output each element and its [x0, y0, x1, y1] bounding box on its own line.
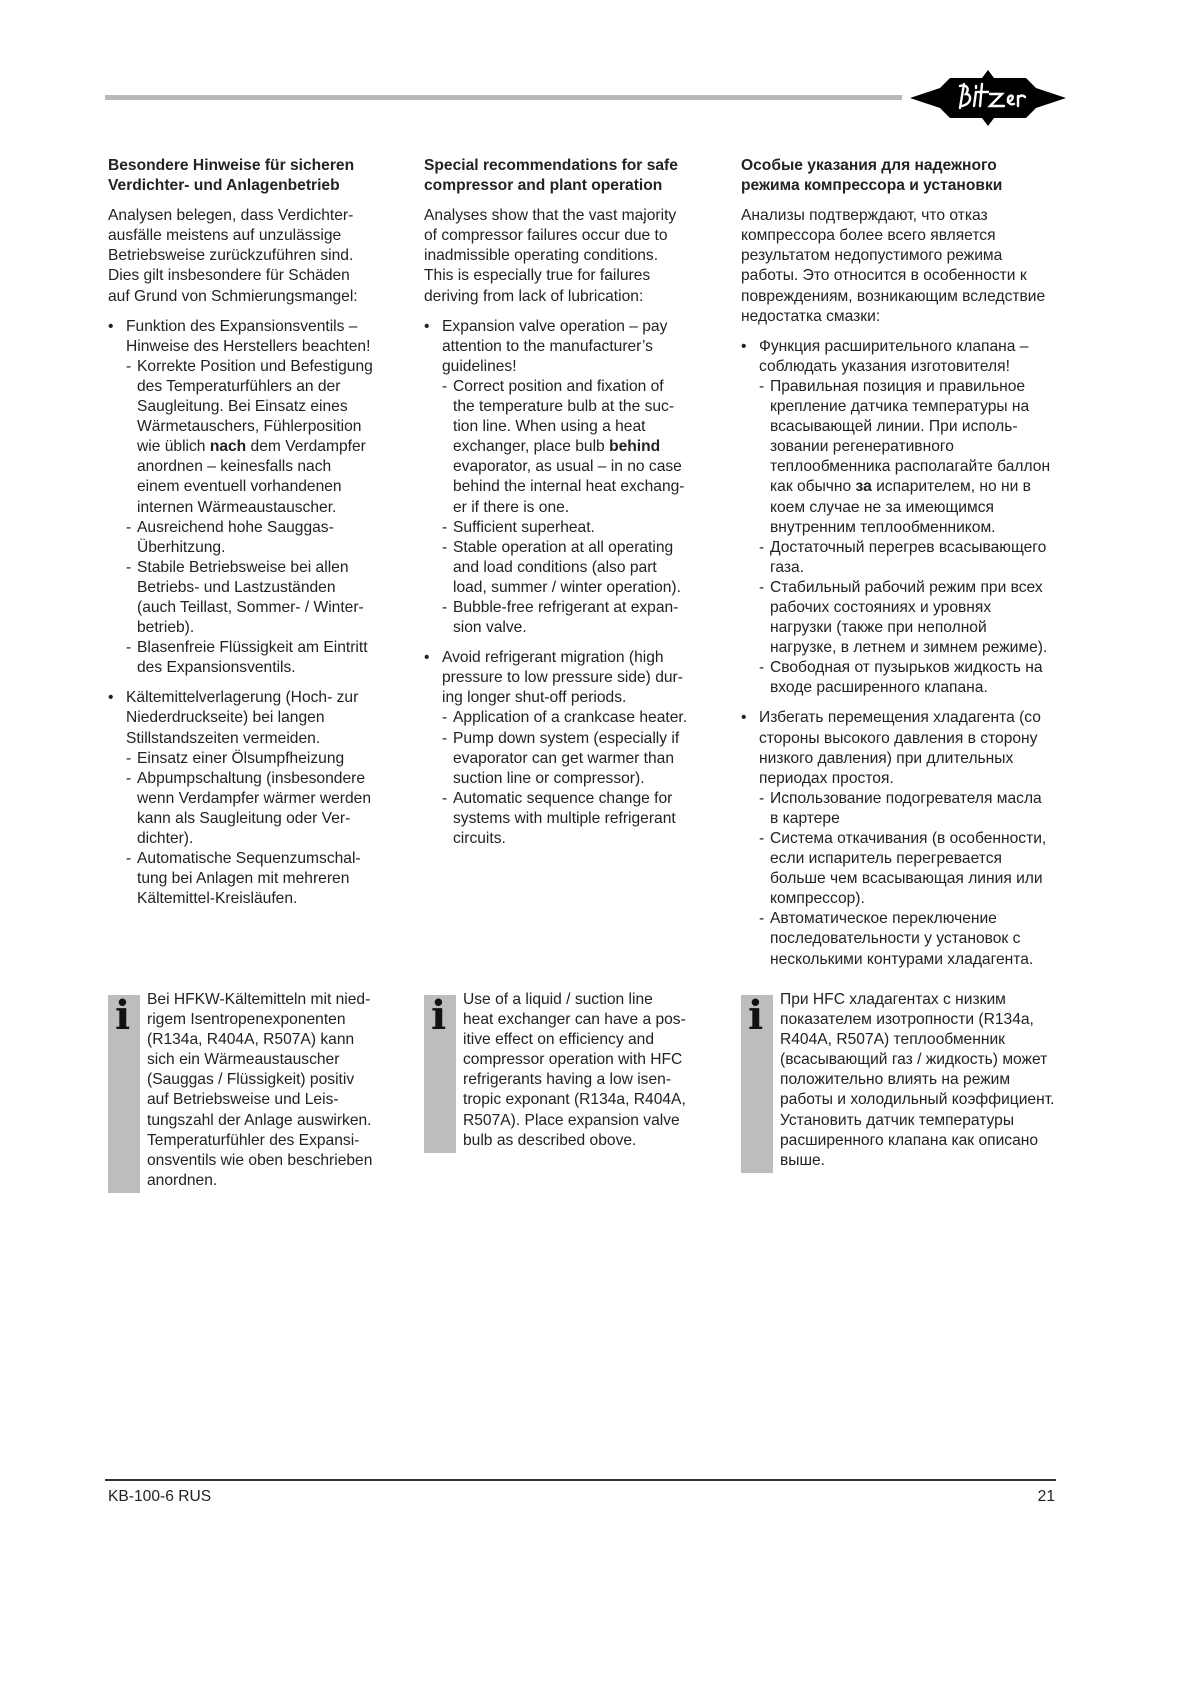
text-line: Einsatz einer Ölsumpfheizung: [137, 749, 345, 767]
info-note-german: [108, 990, 408, 1191]
text-line: R507A). Place expansion valve: [463, 1111, 680, 1129]
text-line: auf Grund von Schmierungsmangel:: [108, 287, 358, 305]
text-line: This is especially true for failures: [424, 267, 651, 285]
sub-item: [126, 357, 413, 518]
bullet-dot-icon: •: [741, 709, 747, 727]
sub-item: [759, 578, 1046, 658]
bullet-item: [741, 337, 1051, 699]
text-line: Betriebsweise zurückzuführen sind.: [108, 247, 354, 265]
text-line: Automatic sequence change for: [453, 789, 673, 807]
text-line: sion valve.: [453, 619, 527, 637]
text-line: anordnen – keinesfalls nach: [137, 458, 332, 476]
text-line: Besondere Hinweise für sicheren: [108, 157, 355, 174]
sub-item: [442, 708, 729, 728]
text-line: ing longer shut-off periods.: [442, 689, 627, 707]
text-line: itive effect on efficiency and: [463, 1031, 655, 1049]
text-line: Kältemittel-Kreisläufen.: [137, 890, 298, 908]
bullet-dot-icon: •: [424, 649, 430, 667]
text-line: suction line or compressor).: [453, 769, 645, 787]
dash-marker: -: [759, 789, 765, 807]
info-note-text: [147, 990, 408, 1191]
text-line: kann als Saugleitung oder Ver-: [137, 809, 351, 827]
text-line: circuits.: [453, 830, 506, 847]
text-line: exchanger, place bulb behind: [453, 438, 661, 456]
sub-item: [442, 729, 729, 789]
text-line: Saugleitung. Bei Einsatz eines: [137, 398, 348, 416]
text-line: если испаритель перегревается: [770, 850, 1002, 868]
sub-item: [442, 598, 729, 638]
dash-marker: -: [126, 357, 132, 375]
sub-item: [759, 658, 1046, 698]
dash-marker: -: [126, 769, 132, 787]
sub-item: [759, 909, 1046, 969]
text-line: низкого давления) при длительных: [759, 749, 1014, 767]
sub-item: [759, 377, 1051, 538]
text-line: режима компрессора и установки: [741, 177, 1003, 195]
dash-marker: -: [126, 558, 132, 576]
text-line: Достаточный перегрев всасывающего: [770, 538, 1047, 556]
sub-item: [126, 849, 413, 909]
dash-marker: -: [126, 639, 132, 657]
text-line: (Sauggas / Flüssigkeit) positiv: [147, 1071, 355, 1089]
text-line: the temperature bulb at the suc-: [453, 398, 675, 416]
text-line: Bei HFKW-Kältemitteln mit nied-: [147, 991, 371, 1008]
sub-item: [126, 518, 413, 558]
info-note-text: [780, 990, 1055, 1171]
page-number: 21: [1037, 1488, 1055, 1505]
text-line: Hinweise des Herstellers beachten!: [126, 337, 371, 355]
text-line: последовательности у установок с: [770, 930, 1021, 948]
text-line: Stillstandszeiten vermeiden.: [126, 729, 321, 747]
text-line: behind the internal heat exchang-: [453, 478, 685, 496]
info-icon: i: [431, 992, 447, 1039]
info-note-english: [424, 990, 724, 1151]
text-line: Correct position and fixation of: [453, 377, 664, 395]
text-line: Установить датчик температуры: [780, 1111, 1015, 1129]
text-line: Ausreichend hohe Sauggas-: [137, 518, 334, 536]
text-line: evaporator can get warmer than: [453, 749, 675, 767]
text-line: Wärmetauschers, Fühlerposition: [137, 418, 362, 436]
text-line: теплообменника располагайте баллон: [770, 458, 1051, 476]
text-line: Expansion valve operation – pay: [442, 317, 668, 335]
sub-item: [759, 538, 1046, 578]
text-line: положительно влиять на режим: [780, 1071, 1011, 1089]
text-line: Abpumpschaltung (insbesondere: [137, 769, 365, 787]
text-line: показателем изотропности (R134a,: [780, 1011, 1034, 1029]
dash-marker: -: [126, 749, 132, 767]
text-line: Temperaturfühler des Expansi-: [147, 1131, 360, 1149]
bullet-item: [424, 317, 729, 639]
info-note-russian: [741, 990, 1055, 1171]
text-line: как обычно за испарителем, но ни в: [770, 478, 1031, 496]
text-line: Blasenfreie Flüssigkeit am Eintritt: [137, 639, 368, 657]
text-line: (R134a, R404A, R507A) kann: [147, 1031, 355, 1049]
header-rule: [105, 95, 902, 100]
sub-item: [442, 518, 729, 538]
info-icon: i: [115, 992, 131, 1039]
text-line: Analysen belegen, dass Verdichter-: [108, 207, 354, 225]
sub-item: [759, 789, 1046, 829]
sub-item: [126, 749, 413, 769]
section-heading: [424, 156, 729, 196]
sub-item: [126, 769, 413, 849]
sub-item: [759, 829, 1046, 909]
text-line: guidelines!: [442, 357, 517, 375]
text-line: Использование подогревателя масла: [770, 789, 1042, 807]
text-line: результатом недопустимого режима: [741, 247, 1003, 265]
text-line: inadmissible operating conditions.: [424, 247, 659, 265]
sub-item: [126, 558, 413, 638]
text-line: Funktion des Expansionsventils –: [126, 317, 358, 335]
text-line: attention to the manufacturer’s: [442, 337, 653, 355]
dash-marker: -: [442, 729, 448, 747]
intro-paragraph: [741, 206, 1046, 327]
column-russian: [741, 156, 1051, 980]
text-line: выше.: [780, 1151, 826, 1169]
text-line: Стабильный рабочий режим при всех: [770, 578, 1043, 596]
text-line: refrigerants having a low isen-: [463, 1071, 672, 1089]
text-line: dichter).: [137, 830, 194, 847]
text-line: расширенного клапана как описано: [780, 1131, 1039, 1149]
text-line: sich ein Wärmeaustauscher: [147, 1051, 340, 1069]
text-line: wenn Verdampfer wärmer werden: [137, 789, 372, 807]
text-line: Система откачивания (в особенности,: [770, 830, 1047, 847]
dash-marker: -: [759, 830, 765, 847]
text-line: Stable operation at all operating: [453, 538, 674, 556]
dash-marker: -: [759, 910, 765, 928]
intro-paragraph: [424, 206, 729, 306]
bullet-dot-icon: •: [108, 317, 114, 335]
dash-marker: -: [442, 709, 448, 727]
bullet-item: [424, 648, 729, 849]
text-line: ausfälle meistens auf unzulässige: [108, 227, 342, 245]
text-line: Use of a liquid / suction line: [463, 991, 653, 1008]
text-line: compressor operation with HFC: [463, 1051, 683, 1069]
text-line: Verdichter- und Anlagenbetrieb: [108, 177, 340, 195]
dash-marker: -: [442, 538, 448, 556]
text-line: работы. Это относится в особенности к: [741, 267, 1027, 285]
text-line: соблюдать указания изготовителя!: [759, 357, 1010, 375]
text-line: Überhitzung.: [137, 538, 226, 556]
section-heading: [108, 156, 413, 196]
text-line: внутренним теплообменником.: [770, 518, 996, 536]
text-line: (всасывающий газ / жидкость) может: [780, 1051, 1048, 1069]
text-line: internen Wärmeaustauscher.: [137, 498, 337, 516]
text-line: des Expansionsventils.: [137, 659, 296, 677]
text-line: Dies gilt insbesondere für Schäden: [108, 267, 350, 285]
text-line: compressor and plant operation: [424, 177, 663, 195]
dash-marker: -: [442, 377, 448, 395]
dash-marker: -: [759, 538, 765, 556]
bullet-dot-icon: •: [108, 689, 114, 707]
sub-item: [126, 638, 413, 678]
text-line: компрессор).: [770, 890, 865, 908]
text-line: Korrekte Position und Befestigung: [137, 357, 373, 375]
text-line: нагрузки (также при неполной: [770, 619, 987, 637]
info-icon: i: [748, 992, 764, 1039]
text-line: evaporator, as usual – in no case: [453, 458, 682, 476]
text-line: компрессора более всего является: [741, 227, 996, 245]
text-line: load, summer / winter operation).: [453, 578, 681, 596]
dash-marker: -: [759, 377, 765, 395]
emphasis: nach: [209, 438, 247, 456]
bitzer-logo: [910, 70, 1066, 126]
text-line: недостатка смазки:: [741, 307, 881, 325]
text-line: er if there is one.: [453, 498, 570, 516]
text-line: betrieb).: [137, 619, 195, 637]
text-line: Правильная позиция и правильное: [770, 377, 1026, 395]
emphasis: за: [855, 478, 872, 496]
text-line: des Temperaturfühlers an der: [137, 377, 341, 395]
text-line: anordnen.: [147, 1171, 218, 1189]
sub-item: [442, 538, 729, 598]
text-line: больше чем всасывающая линия или: [770, 870, 1043, 888]
text-line: периодах простоя.: [759, 769, 894, 787]
text-line: Kältemittelverlagerung (Hoch- zur: [126, 689, 359, 707]
text-line: нагрузке, в летнем и зимнем режиме).: [770, 639, 1048, 657]
text-line: deriving from lack of lubrication:: [424, 287, 644, 305]
text-line: systems with multiple refrigerant: [453, 809, 676, 827]
text-line: рабочих состояниях и уровнях: [770, 598, 992, 616]
text-line: Анализы подтверждают, что отказ: [741, 207, 988, 225]
text-line: Особые указания для надежного: [741, 157, 997, 174]
dash-marker: -: [126, 518, 132, 536]
text-line: Special recommendations for safe: [424, 157, 678, 174]
text-line: (auch Teillast, Sommer- / Winter-: [137, 598, 364, 616]
text-line: Avoid refrigerant migration (high: [442, 649, 664, 667]
footer-rule: [105, 1479, 1056, 1481]
sub-item: [442, 377, 729, 518]
text-line: bulb as described obove.: [463, 1131, 637, 1149]
bullet-dot-icon: •: [741, 337, 747, 355]
text-line: Analyses show that the vast majority: [424, 207, 677, 225]
text-line: Избегать перемещения хладагента (со: [759, 709, 1041, 727]
text-line: heat exchanger can have a pos-: [463, 1011, 686, 1029]
dash-marker: -: [126, 850, 132, 868]
text-line: Betriebs- und Lastzuständen: [137, 578, 336, 596]
document-code: KB-100-6 RUS: [108, 1488, 212, 1505]
text-line: Bubble-free refrigerant at expan-: [453, 598, 679, 616]
text-line: Automatische Sequenzumschal-: [137, 850, 361, 868]
text-line: and load conditions (also part: [453, 558, 657, 576]
dash-marker: -: [759, 659, 765, 677]
text-line: При HFC хладагентах с низким: [780, 991, 1006, 1008]
dash-marker: -: [442, 789, 448, 807]
bullet-item: [108, 688, 413, 909]
info-note-text: [463, 990, 724, 1151]
text-line: of compressor failures occur due to: [424, 227, 668, 245]
emphasis: behind: [609, 438, 661, 456]
bullet-dot-icon: •: [424, 317, 430, 335]
text-line: tungszahl der Anlage auswirken.: [147, 1111, 372, 1129]
text-line: Stabile Betriebsweise bei allen: [137, 558, 349, 576]
text-line: auf Betriebsweise und Leis-: [147, 1091, 339, 1109]
text-line: работы и холодильный коэффициент.: [780, 1091, 1055, 1109]
text-line: Функция расширительного клапана –: [759, 337, 1029, 355]
text-line: Pump down system (especially if: [453, 729, 680, 747]
text-line: einem eventuell vorhandenen: [137, 478, 342, 496]
text-line: газа.: [770, 558, 804, 576]
text-line: несколькими контурами хладагента.: [770, 950, 1034, 968]
text-line: Niederdruckseite) bei langen: [126, 709, 325, 727]
text-line: Application of a crankcase heater.: [453, 709, 688, 727]
text-line: R404A, R507A) теплообменник: [780, 1031, 1005, 1049]
intro-paragraph: [108, 206, 413, 306]
text-line: стороны высокого давления в сторону: [759, 729, 1038, 747]
dash-marker: -: [442, 518, 448, 536]
text-line: tung bei Anlagen mit mehreren: [137, 870, 350, 888]
text-line: в картере: [770, 809, 840, 827]
text-line: pressure to low pressure side) dur-: [442, 669, 683, 687]
text-line: rigem Isentropenexponenten: [147, 1011, 346, 1029]
dash-marker: -: [759, 578, 765, 596]
text-line: входе расширенного клапана.: [770, 679, 988, 697]
text-line: крепление датчика температуры на: [770, 398, 1030, 416]
sub-item: [442, 789, 729, 849]
section-heading: [741, 156, 1046, 196]
column-german: [108, 156, 413, 919]
bullet-item: [108, 317, 413, 679]
text-line: tropic exponant (R134a, R404A,: [463, 1091, 686, 1109]
bullet-item: [741, 708, 1046, 969]
dash-marker: -: [442, 598, 448, 616]
column-english: [424, 156, 729, 859]
text-line: tion line. When using a heat: [453, 418, 646, 436]
text-line: Sufficient superheat.: [453, 518, 595, 536]
text-line: onsventils wie oben beschrieben: [147, 1151, 373, 1169]
text-line: Свободная от пузырьков жидкость на: [770, 659, 1043, 677]
text-line: wie üblich nach dem Verdampfer: [137, 438, 366, 456]
text-line: зовании регенеративного: [770, 438, 954, 456]
text-line: повреждениям, возникающим вследствие: [741, 287, 1046, 305]
text-line: всасывающей линии. При исполь-: [770, 418, 1018, 436]
text-line: Автоматическое переключение: [770, 910, 997, 928]
text-line: коем случае не за имеющимся: [770, 498, 994, 516]
